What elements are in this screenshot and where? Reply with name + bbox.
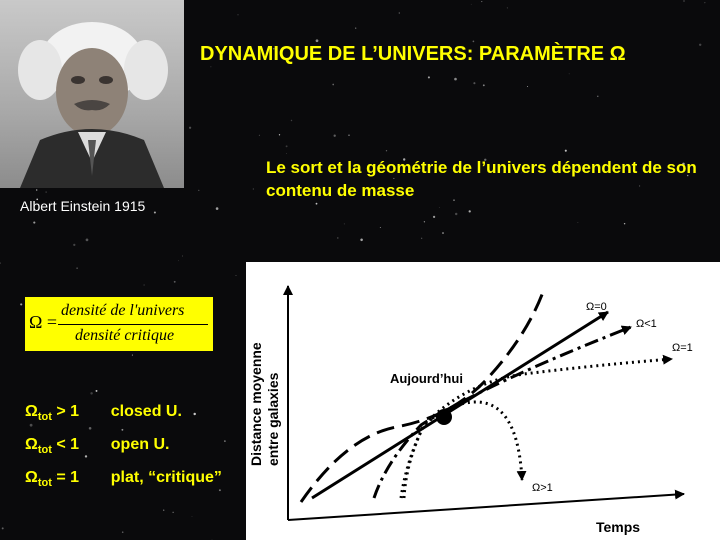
y-axis-label-line1: Distance moyenne: [248, 342, 264, 466]
star: [439, 207, 440, 208]
formula-denominator: densité critique: [75, 327, 175, 344]
star: [332, 84, 334, 86]
star: [192, 516, 193, 517]
star: [86, 239, 89, 242]
star: [96, 390, 98, 392]
star: [360, 239, 363, 242]
star: [433, 216, 435, 218]
star: [46, 192, 47, 193]
star: [399, 12, 400, 13]
star: [483, 84, 485, 86]
star: [286, 145, 288, 147]
condition-description: open U.: [110, 436, 170, 453]
label-omega-0: Ω=0: [586, 301, 607, 313]
star: [2, 527, 4, 529]
star: [469, 210, 471, 212]
label-omega-1: Ω=1: [672, 342, 693, 354]
star: [699, 44, 701, 46]
condition-relation: = 1: [56, 469, 80, 486]
expansion-diagram: [246, 262, 720, 540]
star: [380, 227, 381, 228]
star: [473, 82, 475, 84]
star: [224, 440, 226, 442]
star: [189, 127, 191, 129]
label-omega-less-than-1: Ω<1: [636, 318, 657, 330]
x-axis: [288, 494, 684, 520]
star: [173, 512, 174, 513]
star: [578, 222, 579, 223]
star: [238, 15, 239, 16]
star: [507, 7, 508, 8]
curve-omega-0: [312, 312, 608, 498]
star: [421, 238, 422, 239]
star: [597, 96, 598, 97]
star: [212, 539, 213, 540]
star: [73, 244, 75, 246]
omega-symbol: Ω: [25, 469, 38, 486]
slide-subtitle: Le sort et la géométrie de l’univers dépendent de son contenu de masse: [266, 158, 697, 200]
omega-symbol: Ω: [25, 403, 38, 420]
star: [454, 78, 457, 81]
star: [316, 203, 318, 205]
star: [20, 303, 22, 305]
fraction-bar: [58, 324, 208, 325]
x-axis-label: Temps: [596, 519, 641, 535]
curve-omega-greater-than-1: [404, 402, 522, 498]
einstein-photo: [0, 0, 184, 188]
star: [143, 284, 144, 285]
star: [683, 0, 684, 1]
star: [30, 424, 33, 427]
omega-formula-box: [25, 297, 213, 351]
star: [122, 531, 124, 533]
star: [154, 211, 156, 213]
omega-subscript: tot: [37, 477, 52, 490]
star: [527, 86, 528, 87]
star: [279, 134, 280, 135]
today-label: Aujourd’hui: [390, 371, 463, 386]
omega-subscript: tot: [37, 411, 52, 424]
star: [0, 262, 1, 264]
star: [219, 489, 221, 491]
star: [216, 207, 219, 210]
omega-subscript: tot: [37, 444, 52, 457]
star: [286, 153, 287, 154]
star: [428, 76, 430, 78]
star: [163, 510, 164, 511]
condition-relation: > 1: [56, 403, 80, 420]
star: [291, 120, 292, 121]
star: [355, 27, 356, 28]
omega-symbol: Ω: [25, 436, 38, 453]
today-point: [436, 409, 452, 425]
condition-closed: [25, 403, 182, 423]
condition-description: plat, “critique”: [110, 469, 222, 486]
star: [481, 1, 482, 2]
formula-symbol: Ω =: [29, 312, 58, 332]
star: [344, 224, 345, 225]
star: [386, 150, 387, 151]
star: [210, 66, 211, 67]
photo-caption: Albert Einstein 1915: [20, 198, 146, 214]
star: [253, 189, 254, 190]
star: [198, 190, 199, 191]
star: [178, 260, 179, 261]
star: [442, 232, 444, 234]
star: [424, 221, 425, 222]
condition-open: [25, 436, 169, 456]
star: [337, 237, 338, 238]
curve-einstein-static: [301, 292, 543, 502]
star: [174, 281, 176, 283]
star: [569, 73, 570, 74]
star: [334, 135, 336, 137]
star: [473, 41, 475, 43]
star: [471, 4, 472, 5]
star: [193, 413, 195, 415]
condition-relation: < 1: [56, 436, 80, 453]
star: [565, 150, 567, 152]
condition-description: closed U.: [110, 403, 182, 420]
label-omega-greater-than-1: Ω>1: [532, 482, 553, 494]
formula-numerator: densité de l'univers: [61, 302, 185, 319]
star: [704, 2, 705, 3]
star: [76, 267, 78, 269]
star: [316, 39, 319, 42]
star: [455, 213, 457, 215]
slide-title: DYNAMIQUE DE L’UNIVERS: PARAMÈTRE Ω: [200, 43, 626, 65]
star: [33, 222, 35, 224]
y-axis-label-line2: entre galaxies: [265, 372, 281, 466]
condition-flat: [25, 469, 222, 489]
star: [36, 189, 37, 190]
star: [132, 355, 133, 356]
star: [624, 223, 625, 224]
star: [90, 392, 92, 394]
star: [121, 429, 123, 431]
star: [89, 427, 92, 430]
star: [348, 135, 349, 136]
star: [259, 135, 260, 136]
star: [182, 256, 183, 257]
star: [236, 275, 237, 276]
